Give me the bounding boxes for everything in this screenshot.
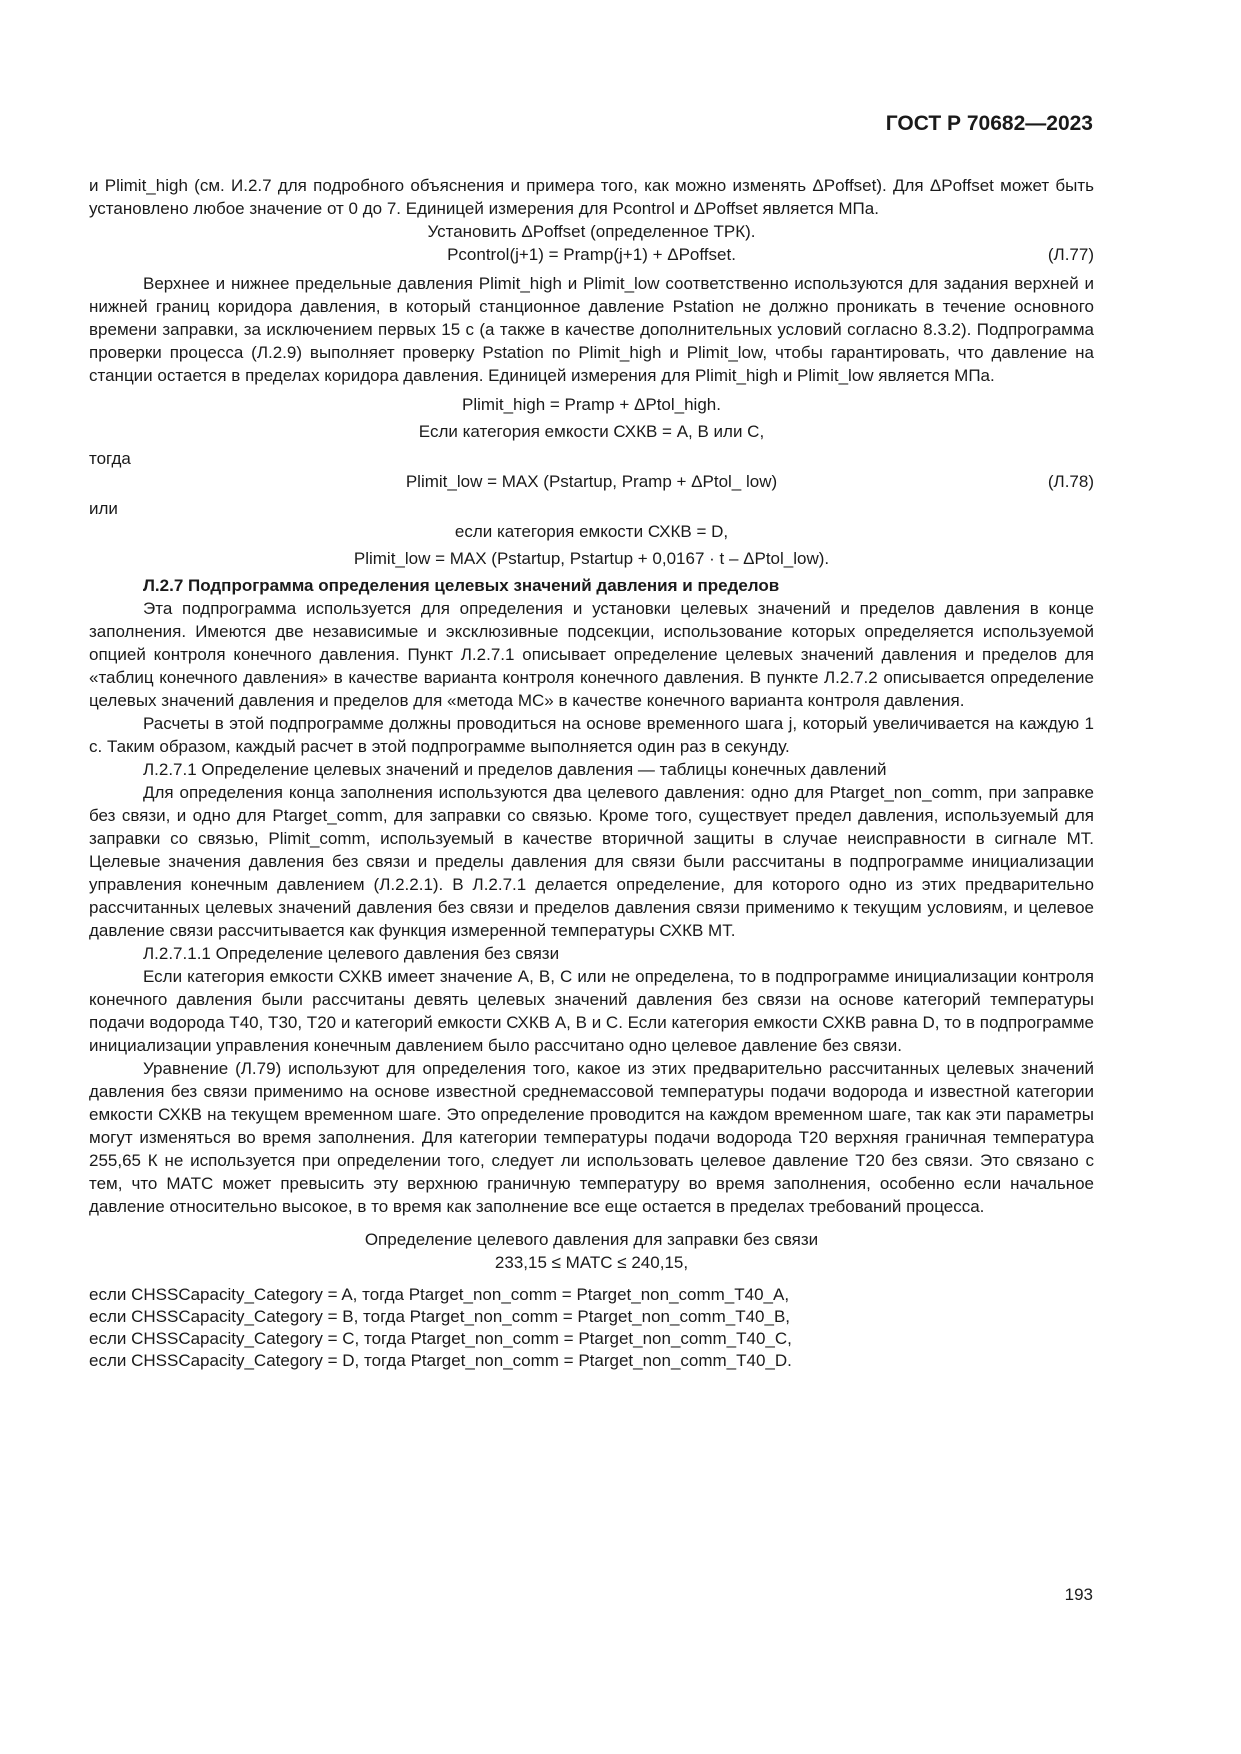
section-heading: Л.2.7 Подпрограмма определения целевых значений давления и пределов xyxy=(143,576,780,595)
equation-line: если CHSSCapacity_Category = A, тогда Ptarget_non_comm = Ptarget_non_comm_T40_A, xyxy=(89,1285,790,1304)
standard-header: ГОСТ Р 70682—2023 xyxy=(885,112,1093,135)
equation-l77 xyxy=(89,243,1094,266)
equation-line: если CHSSCapacity_Category = B, тогда Ptarget_non_comm = Ptarget_non_comm_T40_B, xyxy=(89,1307,791,1326)
or-word: или xyxy=(89,499,118,518)
paragraph: Если категория емкости СХКВ имеет значение A, B, C или не определена, то в подпрограмме инициализации контроля конечного давления были рассчитаны девять целевых значений давления без связи на основе категорий температуры подачи водорода Т40, Т30, Т20 и категорий емкости СХКВ A, B и C. Если категория емкости СХКВ равна D, то в подпрограмме инициализации управления конечным давлением было рассчитано одно целевое давление без связи. xyxy=(89,967,1094,1055)
equation-limit-high: Plimit_high = Pramp + ΔPtol_high. xyxy=(462,395,721,414)
formula-caption: Определение целевого давления для заправки без связи xyxy=(364,1230,819,1249)
subsection-heading: Л.2.7.1 Определение целевых значений и пределов давления — таблицы конечных давлений xyxy=(143,760,887,779)
equation-line: если CHSSCapacity_Category = D, тогда Ptarget_non_comm = Ptarget_non_comm_T40_D. xyxy=(89,1351,792,1370)
then-word: тогда xyxy=(89,449,131,468)
page-number: 193 xyxy=(1064,1585,1093,1604)
paragraph: и Plimit_high (см. И.2.7 для подробного объяснения и примера того, как можно изменять ΔPoffset). Для ΔPoffset может быть установлено любое значение от 0 до 7. Единицей измерения для Pcontrol и ΔPoffset является МПа. xyxy=(89,176,1094,218)
document-body xyxy=(89,174,1094,1372)
condition-abc: Если категория емкости СХКВ = A, B или C, xyxy=(418,422,765,441)
paragraph: Уравнение (Л.79) используют для определения того, какое из этих предварительно рассчитанных целевых значений давления без связи применимо на основе известной среднемассовой температуры подачи водорода и известной категории емкости СХКВ на текущем временном шаге. Это определение проводится на каждом временном шаге, так как эти параметры могут изменяться во время заполнения. Для категории температуры подачи водорода Т20 верхняя граничная температура 255,65 К не используется при определении того, следует ли использовать целевое давление Т20 без связи. Это связано с тем, что MATC может превысить эту верхнюю граничную температуру во время заполнения, особенно если начальное давление относительно высокое, в то время как заполнение все еще остается в пределах требований процесса. xyxy=(89,1059,1094,1216)
temperature-range: 233,15 ≤ MATC ≤ 240,15, xyxy=(494,1253,689,1272)
formula-caption: Установить ΔPoffset (определенное ТРК). xyxy=(427,222,756,241)
paragraph: Верхнее и нижнее предельные давления Plimit_high и Plimit_low соответственно используются для задания верхней и нижней границ коридора давления, в который станционное давление Pstation не должно проникать в течение основного времени заправки, за исключением первых 15 с (а также в качестве дополнительных условий согласно 8.3.2). Подпрограмма проверки процесса (Л.2.9) выполняет проверку Pstation по Plimit_high и Plimit_low, чтобы гарантировать, что давление на станции остается в пределах коридора давления. Единицей измерения для Plimit_high и Plimit_low является МПа. xyxy=(89,274,1094,385)
paragraph: Для определения конца заполнения используются два целевого давления: одно для Ptarget_non_comm, при заправке без связи, и одно для Ptarget_comm, для заправки со связью. Кроме того, существует предел давления, используемый для заправки со связью, Plimit_comm, используемый в качестве вторичной защиты в случае неисправности в сигнале МТ. Целевые значения давления без связи и пределы давления для связи были рассчитаны в подпрограмме инициализации управления конечным давлением (Л.2.2.1). В Л.2.7.1 делается определение, для которого одно из этих предварительно рассчитанных целевых значений давления без связи и пределов давления связи применимо к текущим условиям, и целевое давление связи рассчитывается как функция измеренной температуры СХКВ МТ. xyxy=(89,783,1094,940)
equation-text: Pcontrol(j+1) = Pramp(j+1) + ΔPoffset. xyxy=(447,245,736,264)
equation-text: Plimit_low = MAX (Pstartup, Pramp + ΔPtol_ low) xyxy=(405,472,778,491)
condition-d: если категория емкости СХКВ = D, xyxy=(454,522,729,541)
paragraph: Эта подпрограмма используется для определения и установки целевых значений и пределов давления в конце заполнения. Имеются две независимые и эксклюзивные подсекции, использование которых определяется используемой опцией контроля конечного давления. Пункт Л.2.7.1 описывает определение целевых значений давления и пределов для «таблиц конечного давления» в качестве варианта контроля конечного давления. В пункте Л.2.7.2 описывается определение целевых значений давления и пределов для «метода МС» в качестве конечного варианта контроля давления. xyxy=(89,599,1094,710)
paragraph: Расчеты в этой подпрограмме должны проводиться на основе временного шага j, который увеличивается на каждую 1 с. Таким образом, каждый расчет в этой подпрограмме выполняется один раз в секунду. xyxy=(89,714,1094,756)
subsection-heading: Л.2.7.1.1 Определение целевого давления без связи xyxy=(143,944,560,963)
equation-number: (Л.77) xyxy=(1047,245,1094,264)
equation-number: (Л.78) xyxy=(1047,472,1094,491)
equation-limit-low-d: Plimit_low = MAX (Pstartup, Pstartup + 0,0167 · t – ΔPtol_low). xyxy=(353,549,830,568)
equation-line: если CHSSCapacity_Category = C, тогда Ptarget_non_comm = Ptarget_non_comm_T40_C, xyxy=(89,1329,792,1348)
equation-l78 xyxy=(89,470,1094,493)
